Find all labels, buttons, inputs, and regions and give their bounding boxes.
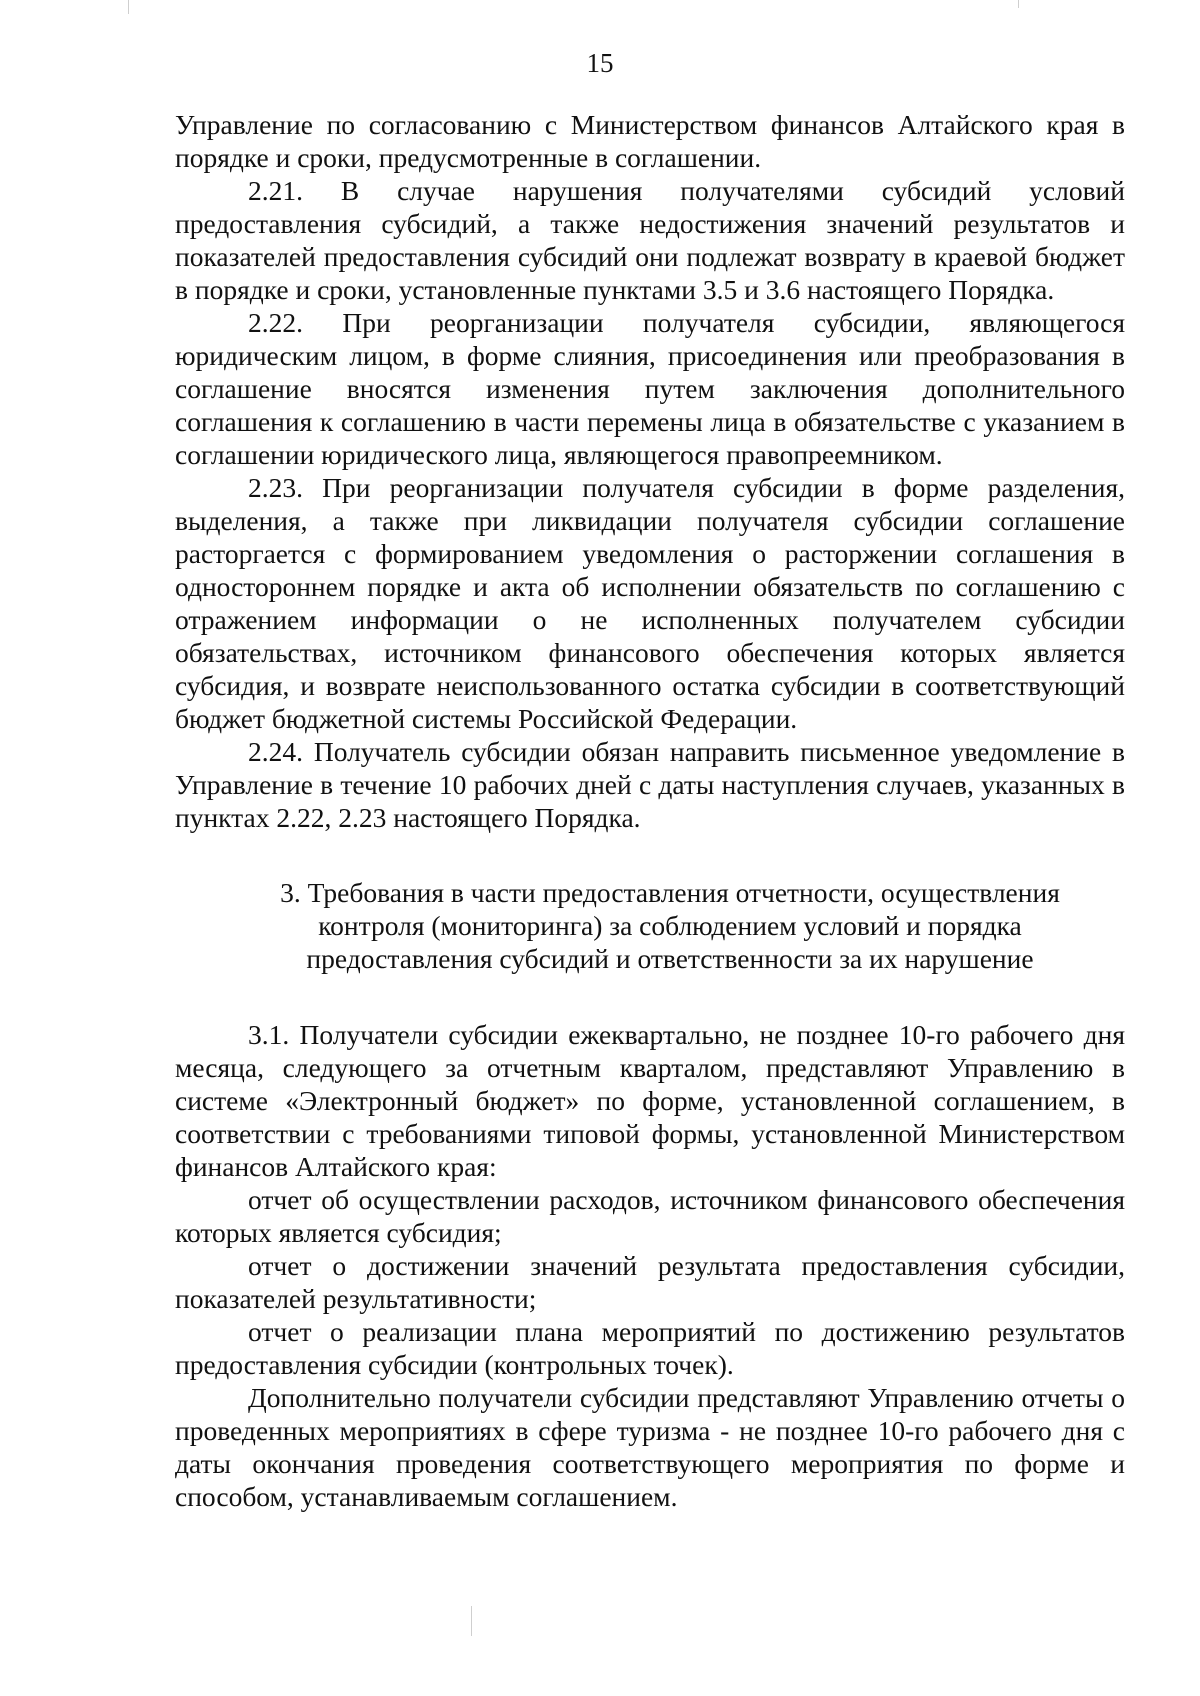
paragraph-3-1: 3.1. Получатели субсидии ежеквартально, не позднее 10-го рабочего дня месяца, следующего за отчетным кварталом, представляют Управлению в системе «Электронный бюджет» по форме, установленной соглашением, в соответствии с требованиями типовой формы, установленной Министерством финансов Алтайского края: [175,1019,1125,1182]
paragraph-2-23: 2.23. При реорганизации получателя субсидии в форме разделения, выделения, а также при ликвидации получателя субсидии соглашение расторгается с формированием уведомления о расторжении соглашения в одностороннем порядке и акта об исполнении обязательств по соглашению с отражением информации о не исполненных получателем субсидии обязательствах, источником финансового обеспечения которых является субсидия, и возврате неиспользованного остатка субсидии в соответствующий бюджет бюджетной системы Российской Федерации. [175,472,1125,734]
paragraph-2-22: 2.22. При реорганизации получателя субсидии, являющегося юридическим лицом, в форме слияния, присоединения или преобразования в соглашение вносятся изменения путем заключения дополнительного соглашения к соглашению в части перемены лица в обязательстве с указанием в соглашении юридического лица, являющегося правопреемником. [175,307,1125,470]
paragraph-2-24: 2.24. Получатель субсидии обязан направить письменное уведомление в Управление в течение 10 рабочих дней с даты наступления случаев, указанных в пунктах 2.22, 2.23 настоящего Порядка. [175,736,1125,833]
section-heading-line-3: предоставления субсидий и ответственности за их нарушение [306,943,1034,974]
section-heading-line-1: 3. Требования в части предоставления отчетности, осуществления [280,877,1060,908]
document-body [175,108,1125,1513]
page-number: 15 [586,48,614,78]
section-heading-line-2: контроля (мониторинга) за соблюдением условий и порядка [318,910,1022,941]
paragraph-additional-reports: Дополнительно получатели субсидии представляют Управлению отчеты о проведенных мероприятиях в сфере туризма - не позднее 10-го рабочего дня с даты окончания проведения соответствующего мероприятия по форме и способом, устанавливаемым соглашением. [175,1382,1125,1512]
scan-edge-mark-bottom [471,1606,472,1636]
paragraph-continuation: Управление по согласованию с Министерством финансов Алтайского края в порядке и сроки, предусмотренные в соглашении. [175,109,1125,173]
section-3-heading [175,876,1125,975]
paragraph-2-21: 2.21. В случае нарушения получателями субсидий условий предоставления субсидий, а также недостижения значений результатов и показателей предоставления субсидий они подлежат возврату в краевой бюджет в порядке и сроки, установленные пунктами 3.5 и 3.6 настоящего Порядка. [175,175,1125,305]
scan-edge-mark-top-left [128,0,129,14]
scan-edge-mark-top-right [1018,0,1019,8]
paragraph-report-results: отчет о достижении значений результата предоставления субсидии, показателей результативности; [175,1250,1125,1314]
paragraph-report-plan: отчет о реализации плана мероприятий по достижению результатов предоставления субсидии (контрольных точек). [175,1316,1125,1380]
paragraph-report-expenses: отчет об осуществлении расходов, источником финансового обеспечения которых является субсидия; [175,1184,1125,1248]
